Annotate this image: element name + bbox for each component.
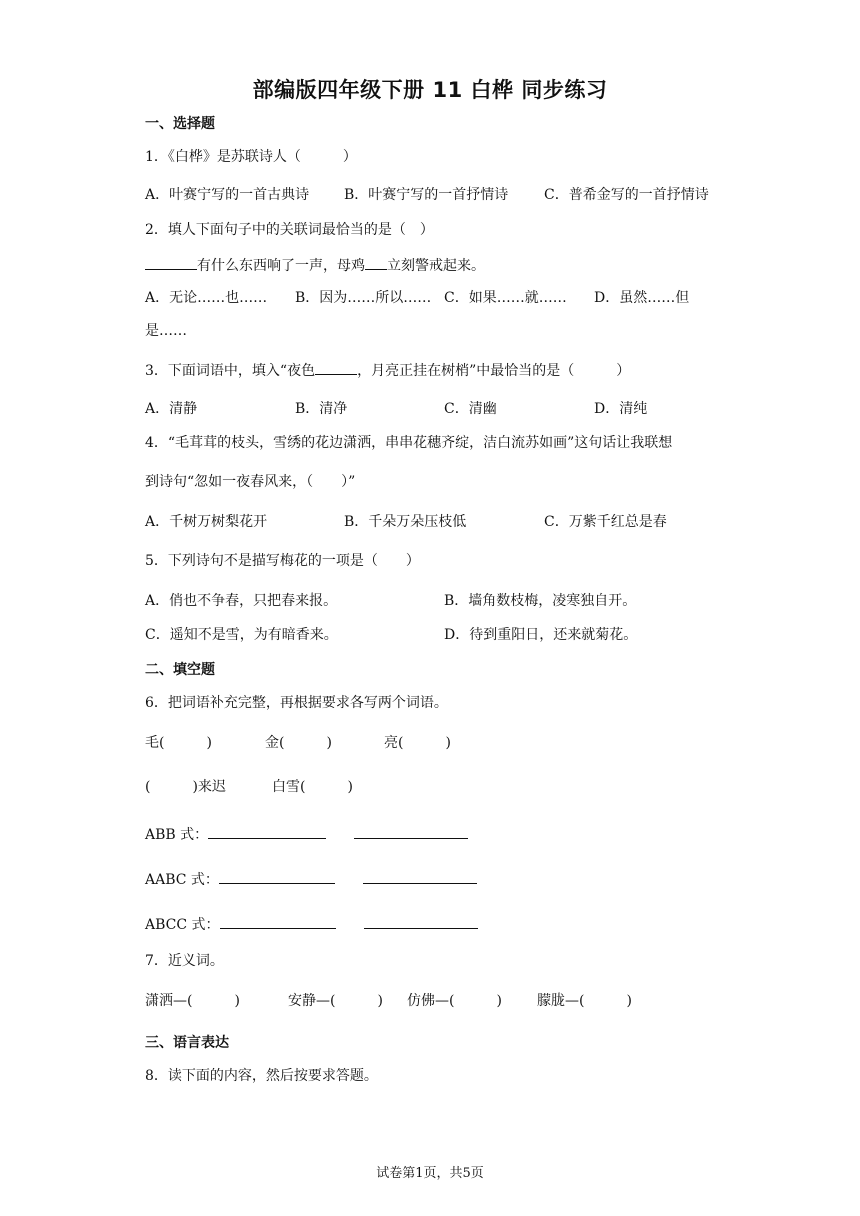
answer-line[interactable] — [363, 869, 477, 884]
question-5-stem: 5．下列诗句不是描写梅花的一项是（ ） — [145, 553, 420, 569]
question-7-word-3: 仿佛—( ) — [407, 993, 502, 1009]
question-4-option-a: A．千树万树梨花开 — [145, 514, 268, 530]
question-7-word-2: 安静—( ) — [288, 993, 383, 1009]
question-6-word-5: 白雪( ) — [272, 779, 353, 795]
question-7-stem: 7．近义词。 — [145, 953, 224, 969]
question-6-word-1: 毛( ) — [145, 735, 212, 751]
question-5-option-b: B．墙角数枝梅，凌寒独自开。 — [444, 593, 637, 609]
answer-line[interactable] — [208, 824, 326, 839]
question-7-word-4: 朦胧—( ) — [537, 993, 632, 1009]
question-3-option-c: C．清幽 — [444, 401, 497, 417]
question-3-stem: 3．下面词语中，填入“夜色 ，月亮正挂在树梢”中最恰当的是（ ） — [145, 360, 630, 380]
answer-line[interactable] — [219, 869, 335, 884]
question-2-option-b: B．因为……所以…… — [295, 290, 432, 306]
answer-line[interactable] — [220, 914, 336, 929]
section-heading-fill: 二、填空题 — [145, 662, 215, 678]
question-2-stem: 2．填人下面句子中的关联词最恰当的是（ ） — [145, 222, 434, 238]
question-3-option-a: A．清静 — [145, 401, 198, 417]
question-6-abcc-row: ABCC 式： — [145, 914, 478, 934]
question-5-option-a: A．俏也不争春，只把春来报。 — [145, 593, 338, 609]
question-4-option-b: B．千朵万朵压枝低 — [344, 514, 467, 530]
answer-line[interactable] — [354, 824, 468, 839]
answer-line[interactable] — [364, 914, 478, 929]
question-2-option-d-continued: 是…… — [145, 323, 187, 339]
question-8-stem: 8．读下面的内容，然后按要求答题。 — [145, 1068, 378, 1084]
blank[interactable] — [365, 255, 387, 270]
question-1-option-c: C．普希金写的一首抒情诗 — [544, 187, 709, 203]
page-title: 部编版四年级下册 11 白桦 同步练习 — [252, 78, 608, 102]
question-4-option-c: C．万紫千红总是春 — [544, 514, 667, 530]
question-2-option-c: C．如果……就…… — [444, 290, 567, 306]
question-2-sentence: 有什么东西响了一声，母鸡 立刻警戒起来。 — [145, 255, 485, 275]
question-1-option-b: B．叶赛宁写的一首抒情诗 — [344, 187, 509, 203]
question-6-abb-row: ABB 式： — [145, 824, 468, 844]
page-footer: 试卷第1页，共5页 — [376, 1166, 484, 1181]
question-6-stem: 6．把词语补充完整，再根据要求各写两个词语。 — [145, 695, 448, 711]
question-2-option-a: A．无论……也…… — [145, 290, 268, 306]
question-2-option-d: D．虽然……但 — [594, 290, 690, 306]
question-6-aabc-row: AABC 式： — [145, 869, 477, 889]
question-7-word-1: 潇洒—( ) — [145, 993, 240, 1009]
question-3-option-d: D．清纯 — [594, 401, 648, 417]
blank[interactable] — [315, 360, 357, 375]
question-5-option-c: C．遥知不是雪，为有暗香来。 — [145, 627, 338, 643]
question-5-option-d: D．待到重阳日，还来就菊花。 — [444, 627, 638, 643]
blank[interactable] — [145, 255, 197, 270]
question-3-option-b: B．清净 — [295, 401, 348, 417]
question-6-word-3: 亮( ) — [384, 735, 451, 751]
section-heading-choice: 一、选择题 — [145, 116, 215, 132]
question-6-word-4: ( )来迟 — [145, 779, 226, 795]
question-4-stem-line-1: 4．“毛茸茸的枝头，雪绣的花边潇洒，串串花穗齐绽，洁白流苏如画”这句话让我联想 — [145, 435, 673, 451]
question-1-option-a: A．叶赛宁写的一首古典诗 — [145, 187, 310, 203]
question-1-stem: 1．《白桦》是苏联诗人（ ） — [145, 149, 357, 165]
section-heading-expression: 三、语言表达 — [145, 1035, 229, 1051]
question-6-word-2: 金( ) — [265, 735, 332, 751]
question-4-stem-line-2: 到诗句“忽如一夜春风来，（ ）” — [145, 474, 356, 490]
